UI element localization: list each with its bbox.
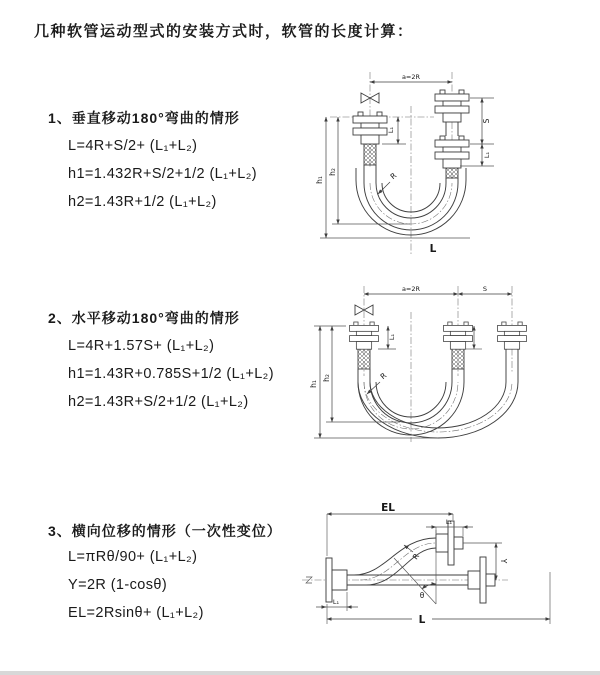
dim-label-l: L — [429, 243, 437, 255]
formula-s1-h1: h1=1.432R+S/2+1/2 (L₁+L₂) — [68, 166, 258, 182]
dim-label-y: Y — [499, 558, 508, 564]
hose-displaced-position — [354, 538, 436, 585]
page-bottom-edge — [0, 671, 600, 675]
flange-right-straight — [468, 557, 495, 603]
formula-s3-L: L=πRθ/90+ (L₁+L₂) — [68, 549, 198, 565]
flange-right-upper — [435, 90, 469, 122]
dim-label-h2: h₂ — [328, 168, 337, 176]
center-lines — [330, 72, 452, 254]
flange-right-lower — [435, 136, 469, 168]
dim-label-l1-top: L₁ — [445, 518, 453, 526]
dim-label-a2r: a=2R — [401, 285, 421, 293]
diagram-vertical-180-bend — [302, 68, 560, 262]
section-3-heading: 3、横向位移的情形（一次性变位） — [48, 523, 282, 539]
formula-s1-h2: h2=1.43R+1/2 (L₁+L₂) — [68, 194, 217, 210]
diagram-lateral-displacement — [296, 500, 584, 652]
dim-label-theta: θ — [419, 591, 425, 600]
dim-label-a2r: a=2R — [401, 73, 421, 81]
dimensions — [309, 285, 512, 438]
flange-left — [353, 112, 387, 144]
flange-right-moved — [498, 322, 527, 349]
dim-label-l1: L₁ — [388, 333, 396, 341]
section-1-heading: 1、垂直移动180°弯曲的情形 — [48, 110, 240, 126]
dim-label-r: R — [410, 551, 422, 562]
flange-left — [326, 558, 347, 602]
dim-label-l1-right: L₁ — [483, 151, 491, 159]
formula-s2-h1: h1=1.43R+0.785S+1/2 (L₁+L₂) — [68, 366, 274, 382]
section-2-heading: 2、水平移动180°弯曲的情形 — [48, 310, 240, 326]
dim-label-l1-left: L₁ — [332, 598, 340, 606]
formula-s3-EL: EL=2Rsinθ+ (L₁+L₂) — [68, 605, 204, 621]
flange-left — [350, 322, 379, 349]
dim-label-r: R — [378, 370, 389, 382]
formula-s1-L: L=4R+S/2+ (L₁+L₂) — [68, 138, 198, 154]
dim-label-s: S — [482, 118, 491, 124]
dim-label-el: EL — [381, 502, 395, 514]
dim-label-h1: h₁ — [309, 380, 318, 388]
hose-u-loop-moved — [358, 349, 518, 438]
formula-s2-L: L=4R+1.57S+ (L₁+L₂) — [68, 338, 215, 354]
dim-label-l: L — [418, 614, 426, 626]
dim-label-h2: h₂ — [322, 374, 331, 382]
construction-lines — [394, 530, 436, 604]
page-title: 几种软管运动型式的安装方式时，软管的长度计算： — [34, 23, 414, 40]
dim-label-l1-left: L₁ — [387, 126, 395, 134]
flange-middle — [444, 322, 473, 349]
formula-s3-Y: Y=2R (1-cosθ) — [68, 577, 168, 593]
dim-label-s: S — [482, 285, 488, 293]
center-lines — [364, 286, 512, 442]
diagram-horizontal-180-bend — [300, 282, 562, 450]
dim-label-h1: h₁ — [315, 176, 324, 184]
formula-s2-h2: h2=1.43R+S/2+1/2 (L₁+L₂) — [68, 394, 249, 410]
dim-label-r: R — [388, 170, 399, 182]
flange-raised — [436, 521, 463, 565]
dimensions — [316, 502, 550, 626]
